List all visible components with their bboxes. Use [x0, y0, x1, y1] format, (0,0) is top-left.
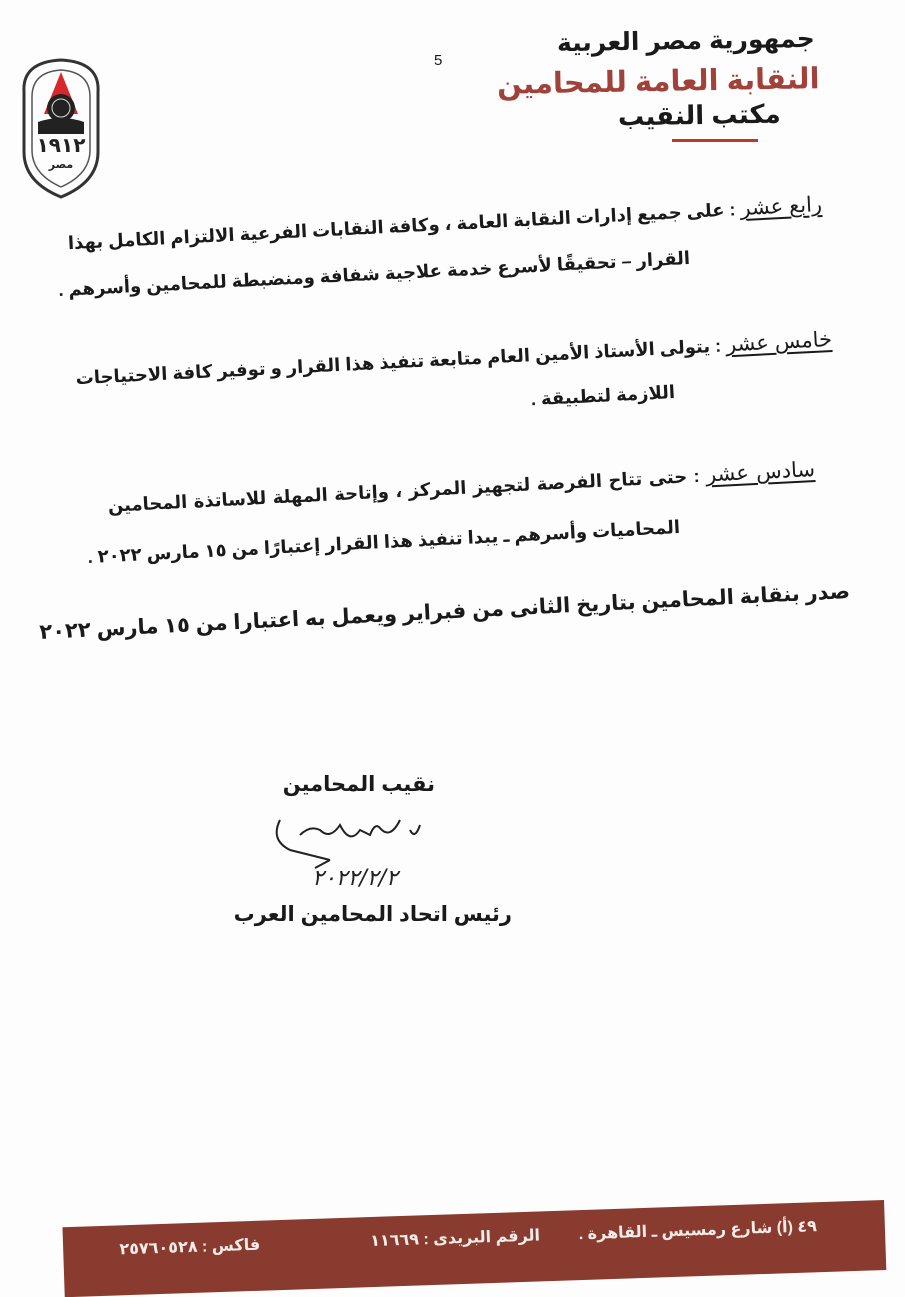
header-underline — [672, 139, 758, 142]
article-15-label: خامس عشر — [725, 328, 833, 357]
page-number: 5 — [434, 52, 443, 69]
header-country: جمهورية مصر العربية — [556, 24, 816, 58]
article-14-label: رابع عشر — [739, 193, 823, 221]
article-14-line-2: القرار – تحقيقًا لأسرع خدمة علاجية شفافة ومنضبطة للمحامين وأسرهم . — [57, 248, 691, 300]
handwritten-signature — [240, 800, 440, 895]
header-office: مكتب النقيب — [618, 98, 782, 132]
signature-subtitle: رئيس اتحاد المحامين العرب — [233, 903, 512, 926]
logo-year: ١٩١٢ — [36, 133, 86, 157]
footer-band — [62, 1200, 886, 1297]
closing-statement: صدر بنقابة المحامين بتاريخ الثانى من فبراير ويعمل به اعتبارا من ١٥ مارس ٢٠٢٢ — [38, 580, 851, 645]
footer-fax: فاكس : ٢٥٧٦٠٥٢٨ — [119, 1236, 261, 1259]
handwritten-date: ٢٠٢٢/٢/٢ — [312, 866, 398, 891]
header-organization: النقابة العامة للمحامين — [496, 63, 820, 101]
article-16-label: سادس عشر — [705, 458, 816, 487]
article-16-line-1: سادس عشر : حتى تتاح الفرصة لتجهيز المركز ، وإتاحة المهلة للاساتذة المحامين — [107, 458, 816, 516]
bar-association-logo — [14, 52, 109, 200]
article-15-line-1: خامس عشر : يتولى الأستاذ الأمين العام متابعة تنفيذ هذا القرار و توفير كافة الاحتياجات — [75, 328, 833, 389]
signature-title: نقيب المحامين — [282, 773, 435, 796]
logo-place: مصر — [48, 158, 74, 171]
footer-postal: الرقم البريدى : ١١٦٦٩ — [369, 1227, 541, 1251]
article-14-line-1: رابع عشر : على جميع إدارات النقابة العامة ، وكافة النقابات الفرعية الالتزام الكامل بهذا — [67, 193, 823, 254]
article-16-line-2: المحاميات وأسرهم ـ يبدا تنفيذ هذا القرار إعتبارًا من ١٥ مارس ٢٠٢٢ . — [87, 517, 681, 567]
footer-address: ٤٩ (أ) شارع رمسيس ـ القاهرة . — [578, 1218, 818, 1244]
article-15-line-2: اللازمة لتطبيقة . — [530, 382, 676, 410]
